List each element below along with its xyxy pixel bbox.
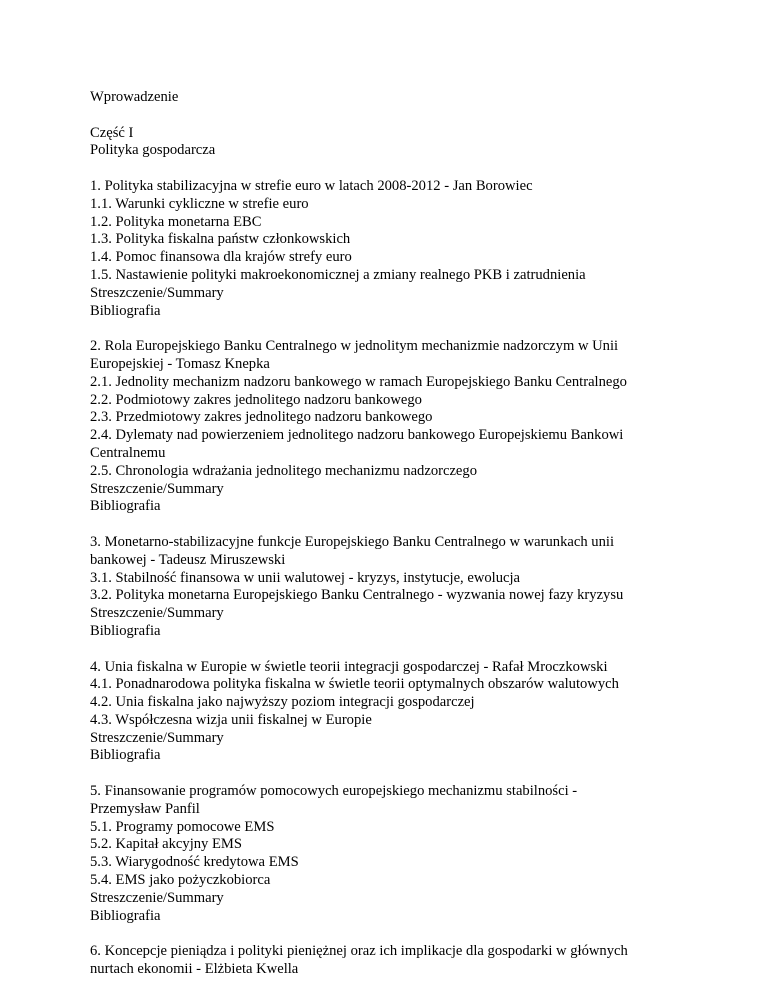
chapter-title-line: 4. Unia fiskalna w Europie w świetle teorii integracji gospodarczej - Rafał Mroczkowski	[90, 658, 608, 675]
document-page	[90, 89, 740, 997]
chapter-block	[90, 659, 740, 766]
section-line: 2.4. Dylematy nad powierzeniem jednolitego nadzoru bankowego Europejskiemu Bankowi	[90, 427, 624, 444]
summary-line: Streszczenie/Summary	[90, 284, 224, 301]
summary-line: Streszczenie/Summary	[90, 889, 224, 906]
section-line: Centralnemu	[90, 444, 166, 461]
section-line: 3.2. Polityka monetarna Europejskiego Banku Centralnego - wyzwania nowej fazy kryzysu	[90, 587, 624, 604]
chapter-block	[90, 943, 740, 979]
chapter-title-line: Europejskiej - Tomasz Knepka	[90, 355, 270, 372]
bibliography-line: Bibliografia	[90, 302, 161, 319]
intro-block	[90, 89, 740, 107]
chapter-title-line: 2. Rola Europejskiego Banku Centralnego w jednolitym mechanizmie nadzorczym w Unii	[90, 338, 619, 355]
part-block	[90, 125, 740, 161]
summary-line: Streszczenie/Summary	[90, 729, 224, 746]
summary-line: Streszczenie/Summary	[90, 480, 224, 497]
summary-line: Streszczenie/Summary	[90, 605, 224, 622]
section-line: 2.2. Podmiotowy zakres jednolitego nadzoru bankowego	[90, 391, 422, 408]
part-label: Część I	[90, 124, 134, 141]
chapter-title-line: 3. Monetarno-stabilizacyjne funkcje Europejskiego Banku Centralnego w warunkach unii	[90, 533, 614, 550]
chapter-list	[90, 178, 740, 979]
section-line: 2.3. Przedmiotowy zakres jednolitego nadzoru bankowego	[90, 409, 433, 426]
section-line: 4.2. Unia fiskalna jako najwyższy poziom integracji gospodarczej	[90, 694, 475, 711]
section-line: 5.2. Kapitał akcyjny EMS	[90, 836, 242, 853]
section-line: 5.1. Programy pomocowe EMS	[90, 818, 275, 835]
chapter-title-line: 6. Koncepcje pieniądza i polityki pieniężnej oraz ich implikacje dla gospodarki w głównych	[90, 943, 628, 960]
chapter-title-line: bankowej - Tadeusz Miruszewski	[90, 551, 286, 568]
chapter-title-line: Przemysław Panfil	[90, 800, 200, 817]
bibliography-line: Bibliografia	[90, 622, 161, 639]
section-line: 1.1. Warunki cykliczne w strefie euro	[90, 195, 309, 212]
section-line: 1.3. Polityka fiskalna państw członkowskich	[90, 231, 351, 248]
chapter-title-line: nurtach ekonomii - Elżbieta Kwella	[90, 961, 299, 978]
bibliography-line: Bibliografia	[90, 747, 161, 764]
chapter-block	[90, 783, 740, 925]
intro-heading: Wprowadzenie	[90, 89, 179, 105]
chapter-block	[90, 338, 740, 516]
bibliography-line: Bibliografia	[90, 498, 161, 515]
chapter-title-line: 1. Polityka stabilizacyjna w strefie euro w latach 2008-2012 - Jan Borowiec	[90, 177, 533, 194]
bibliography-line: Bibliografia	[90, 907, 161, 924]
part-title: Polityka gospodarcza	[90, 142, 216, 159]
section-line: 3.1. Stabilność finansowa w unii walutowej - kryzys, instytucje, ewolucja	[90, 569, 521, 586]
chapter-block	[90, 178, 740, 320]
section-line: 1.2. Polityka monetarna EBC	[90, 213, 262, 230]
section-line: 1.5. Nastawienie polityki makroekonomicznej a zmiany realnego PKB i zatrudnienia	[90, 266, 586, 283]
section-line: 1.4. Pomoc finansowa dla krajów strefy euro	[90, 249, 352, 266]
section-line: 4.1. Ponadnarodowa polityka fiskalna w świetle teorii optymalnych obszarów walutowych	[90, 676, 619, 693]
section-line: 2.1. Jednolity mechanizm nadzoru bankowego w ramach Europejskiego Banku Centralnego	[90, 373, 627, 390]
chapter-title-line: 5. Finansowanie programów pomocowych europejskiego mechanizmu stabilności -	[90, 783, 578, 800]
section-line: 5.3. Wiarygodność kredytowa EMS	[90, 854, 299, 871]
section-line: 4.3. Współczesna wizja unii fiskalnej w Europie	[90, 711, 372, 728]
section-line: 2.5. Chronologia wdrażania jednolitego mechanizmu nadzorczego	[90, 462, 477, 479]
section-line: 5.4. EMS jako pożyczkobiorca	[90, 872, 271, 889]
chapter-block	[90, 534, 740, 641]
